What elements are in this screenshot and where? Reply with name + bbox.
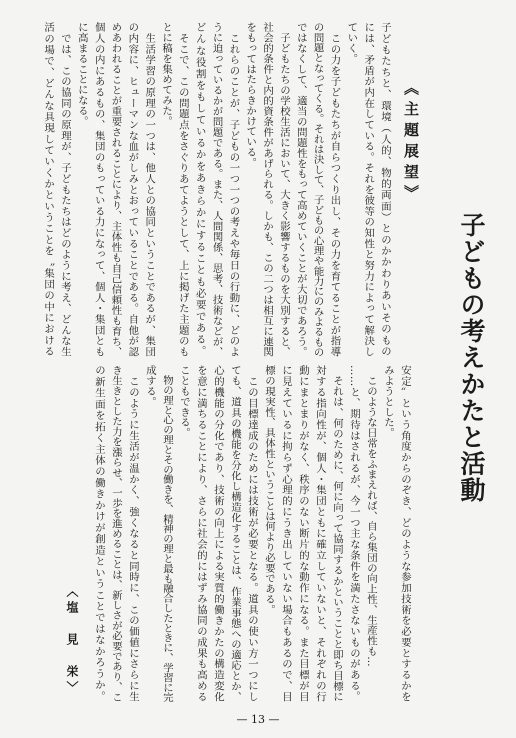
upper-text-column (208, 22, 225, 357)
column-text: 動にまとまりがなく、秩序のない断片的な動作になる。また目標が目 (297, 365, 309, 702)
upper-text-column (90, 22, 107, 357)
upper-text-column (275, 22, 292, 357)
lower-text-column (328, 365, 345, 702)
lower-text-column (277, 365, 294, 702)
column-text: こともできる。 (178, 365, 190, 438)
lower-text-column (379, 365, 396, 702)
lower-text-column (141, 365, 158, 702)
column-text: 物の理と心の理とその働きを、精神の理と最も融合したときに、学習に完 (161, 365, 173, 702)
column-text: の問題となってくる。それは決して、子どもの心理や能力にのみよるもの (311, 22, 324, 357)
column-text: どんな役割をもしているかをあきらかにすることも必要である。 (193, 22, 206, 357)
column-text: この力を子どもたちが自らつくり出し、その力を育てることが指導 (328, 22, 341, 357)
lower-text-column (158, 365, 175, 702)
column-text: うに迫っているかが問題である。また、人間関係、思考、技術などが、 (210, 22, 223, 357)
upper-text-column (191, 22, 208, 357)
column-text: それは、何のために、何に向って協同するかということと即ち目標に (331, 365, 343, 702)
upper-text-column (124, 22, 141, 357)
lower-text-column (362, 365, 379, 702)
column-text: 社会的条件と内的資条件があげられる。しかも、この二つは相互に連関 (261, 22, 274, 357)
column-text: 子どもたちと、環境（人的、物的両面）とのかかわりあいそのもの (379, 22, 391, 357)
column-text: 心的機能の分化であり、技術の向上による実質的働きかたの構造変化 (212, 365, 224, 702)
author-byline: 〈塩 見 栄〉 (65, 585, 79, 697)
upper-text-column (292, 22, 309, 357)
lower-text-block (90, 365, 413, 702)
lower-text-column (260, 365, 277, 702)
upper-text-column (157, 22, 174, 357)
column-text: ……と、期待はされるが、今一つ主な条件を満たさないものがある。 (348, 365, 360, 702)
lower-text-column (192, 365, 209, 702)
column-text: このように生活が温かく、強くなると同時に、この価値にさらに生 (127, 365, 139, 702)
upper-text-column (225, 22, 242, 357)
lower-text-column (226, 365, 243, 702)
lower-text-column (90, 365, 107, 702)
column-text: このような日常をふまえれば、自ら集団の向上性、生産性も… (365, 365, 377, 667)
upper-text-column (56, 22, 73, 357)
column-text: これらのことが、子どもの一つ一つの考えや毎日の行動に、どのよ (227, 22, 240, 357)
column-text: そこで、この問題点をさぐりあてようとして、上に掲げた主題のも (176, 22, 189, 357)
column-text: とに稿を集めてみた。 (160, 22, 173, 126)
column-text: 対する指向性が、個人・集団ともに確立していないと、それぞれの行 (314, 365, 326, 702)
column-text: 成する。 (144, 365, 156, 407)
column-text: 標の現実性、具体性ということは何より必要である。 (263, 365, 275, 615)
column-text: の新生面を拓く主体の働きかけが創造ということではなかろうか。 (93, 365, 105, 702)
lower-text-column (107, 365, 124, 702)
upper-text-column (376, 22, 393, 357)
lower-text-column (175, 365, 192, 702)
upper-text-column (107, 22, 124, 357)
lower-text-column (345, 365, 362, 702)
lower-text-column (294, 365, 311, 702)
column-text: 個人の内にあるもの、集団のもっている力になって、個人・集団とも (92, 22, 105, 357)
section-label: 《主題展望》 (402, 80, 420, 206)
column-text: では、この協同の原理が、子どもたちはどのように考え、どんな生 (58, 22, 71, 357)
article-title: 子どもの考えかたと活動 (457, 212, 486, 504)
upper-text-column (174, 22, 191, 357)
column-text: に見えているに拘らず心理的にうき出していない場合もあるので、目 (280, 365, 292, 702)
upper-text-column (326, 22, 343, 357)
lower-text-column (243, 365, 260, 702)
lower-text-column (124, 365, 141, 702)
column-text: めあわれることが重要されることにより、主体性も自己信頼性も育ち、 (109, 22, 122, 357)
column-text: には、矛盾が内在している。それを彼等の知性と努力によって解決し (362, 22, 375, 357)
lower-text-column (311, 365, 328, 702)
column-text: 子どもたちの学校生活において、大きく影響するものを大別すると、 (277, 22, 290, 357)
column-text: ていく。 (345, 22, 358, 64)
upper-text-column (140, 22, 157, 357)
column-text: この目標達成のためには技術が必要となる。道具の使い方一つにし (246, 365, 258, 702)
column-text: き生きとした力を漲らせ、一歩を進めることは、新しさが必要であり、こ (110, 365, 122, 702)
upper-text-column (342, 22, 359, 357)
column-text: をもってはたらきかけている。 (244, 22, 257, 168)
upper-text-column (39, 22, 56, 357)
column-text: の内容に、ヒューマンな血がしみとおっていることである。自他が認 (126, 22, 139, 357)
column-text: 生活学習の原理の一つは、他人との協同ということであるが、集団 (143, 22, 156, 357)
column-text: 安定〟という角度からのぞき、どのような参加技術を必要とするかを (399, 365, 411, 702)
upper-text-column (359, 22, 376, 357)
upper-text-column (258, 22, 275, 357)
column-text: を意に満ちることにより、さらに社会的にはずみ協同の成果も高める (195, 365, 207, 702)
upper-text-column (309, 22, 326, 357)
upper-text-column (73, 22, 90, 357)
upper-text-column (241, 22, 258, 357)
upper-text-block (39, 22, 393, 357)
column-text: ではなくして、適当の問題性をもって高めていくことが大切であろう。 (294, 22, 307, 357)
column-text: 活の場で、どんな具現していくかということを〝集団の中における (42, 22, 55, 357)
lower-text-column (209, 365, 226, 702)
column-text: に高まることになる。 (75, 22, 88, 126)
column-text: みようとした。 (382, 365, 394, 438)
page-number: — 13 — (236, 713, 280, 726)
column-text: ても、道具の機能を分化し構造化することは、作業事態への適応とか、 (229, 365, 241, 702)
lower-text-column (396, 365, 413, 702)
